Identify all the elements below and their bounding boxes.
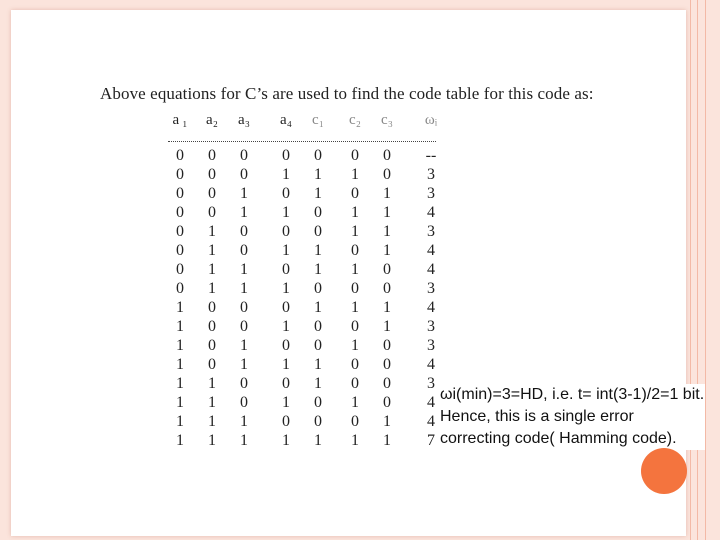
table-row <box>168 355 450 374</box>
column-header: c₂ <box>349 112 361 128</box>
table-cell: 1 <box>351 223 359 240</box>
table-cell: 1 <box>176 337 184 354</box>
table-cell: 0 <box>383 394 391 411</box>
table-cell: 1 <box>282 394 290 411</box>
table-cell: 1 <box>351 261 359 278</box>
table-cell: 4 <box>427 413 435 430</box>
table-cell: 1 <box>208 280 216 297</box>
table-cell: 0 <box>208 337 216 354</box>
table-cell: 1 <box>351 432 359 449</box>
intro-text: Above equations for C’s are used to find the code table for this code as: <box>100 84 594 103</box>
table-header-row <box>168 110 450 132</box>
table-cell: 1 <box>314 432 322 449</box>
table-cell: 0 <box>282 337 290 354</box>
table-cell: 0 <box>176 242 184 259</box>
table-cell: 1 <box>314 166 322 183</box>
table-cell: 0 <box>282 299 290 316</box>
table-cell: 1 <box>383 318 391 335</box>
table-cell: 1 <box>314 261 322 278</box>
table-cell: 0 <box>314 280 322 297</box>
table-cell: 0 <box>314 394 322 411</box>
table-cell: 1 <box>176 394 184 411</box>
table-cell: 0 <box>383 280 391 297</box>
table-row <box>168 165 450 184</box>
table-cell: 0 <box>240 375 248 392</box>
table-cell: 1 <box>176 432 184 449</box>
table-cell: 0 <box>314 147 322 164</box>
table-row <box>168 241 450 260</box>
table-cell: 0 <box>282 261 290 278</box>
table-cell: 1 <box>314 375 322 392</box>
column-header: a ₁ <box>172 112 188 128</box>
table-cell: 1 <box>176 318 184 335</box>
right-stripe <box>697 0 698 540</box>
table-cell: 0 <box>351 413 359 430</box>
table-cell: 0 <box>282 375 290 392</box>
table-cell: 1 <box>351 299 359 316</box>
table-cell: 4 <box>427 242 435 259</box>
right-stripe <box>705 0 706 540</box>
table-row <box>168 431 450 450</box>
table-cell: 0 <box>351 147 359 164</box>
table-cell: 0 <box>208 204 216 221</box>
column-header: c₃ <box>381 112 393 128</box>
table-cell: 3 <box>427 185 435 202</box>
table-cell: 0 <box>208 356 216 373</box>
table-cell: 3 <box>427 375 435 392</box>
table-cell: 0 <box>208 147 216 164</box>
table-cell: 0 <box>351 185 359 202</box>
code-table-header <box>168 110 450 132</box>
table-cell: 1 <box>240 185 248 202</box>
table-cell: 1 <box>282 204 290 221</box>
table-cell: 1 <box>240 337 248 354</box>
table-cell: 0 <box>351 242 359 259</box>
orange-dot-decoration <box>641 448 687 494</box>
table-cell: 0 <box>176 280 184 297</box>
table-cell: 1 <box>208 394 216 411</box>
table-row <box>168 336 450 355</box>
table-cell: 4 <box>427 204 435 221</box>
table-cell: 0 <box>176 147 184 164</box>
table-cell: 0 <box>176 166 184 183</box>
hamming-note: ωi(min)=3=HD, i.e. t= int(3-1)/2=1 bit. Hence, this is a single error correcting code( Hamming code). <box>440 384 705 450</box>
table-cell: 1 <box>282 166 290 183</box>
table-cell: 3 <box>427 166 435 183</box>
table-cell: 4 <box>427 261 435 278</box>
table-cell: 0 <box>208 166 216 183</box>
table-row <box>168 203 450 222</box>
table-cell: 1 <box>176 413 184 430</box>
table-cell: 0 <box>383 261 391 278</box>
table-cell: 0 <box>240 166 248 183</box>
table-cell: 0 <box>351 318 359 335</box>
column-header: a₂ <box>206 112 218 128</box>
table-cell: 1 <box>282 242 290 259</box>
table-cell: 0 <box>351 375 359 392</box>
table-cell: 1 <box>240 356 248 373</box>
table-row <box>168 412 450 431</box>
table-row <box>168 222 450 241</box>
table-cell: 0 <box>282 223 290 240</box>
table-cell: 0 <box>314 204 322 221</box>
table-cell: -- <box>425 147 437 164</box>
table-cell: 0 <box>351 280 359 297</box>
table-cell: 0 <box>240 394 248 411</box>
table-cell: 1 <box>240 413 248 430</box>
column-header: c₁ <box>312 112 324 128</box>
table-cell: 1 <box>208 223 216 240</box>
table-cell: 0 <box>314 413 322 430</box>
table-row <box>168 184 450 203</box>
table-cell: 1 <box>314 299 322 316</box>
table-cell: 0 <box>383 147 391 164</box>
table-cell: 1 <box>208 432 216 449</box>
table-cell: 1 <box>176 299 184 316</box>
table-cell: 3 <box>427 223 435 240</box>
table-cell: 0 <box>282 185 290 202</box>
table-cell: 1 <box>383 185 391 202</box>
table-cell: 1 <box>176 375 184 392</box>
table-cell: 1 <box>351 166 359 183</box>
table-cell: 1 <box>314 185 322 202</box>
table-cell: 0 <box>240 223 248 240</box>
table-cell: 0 <box>240 242 248 259</box>
table-cell: 0 <box>176 223 184 240</box>
table-cell: 0 <box>176 185 184 202</box>
table-cell: 1 <box>282 280 290 297</box>
table-cell: 0 <box>208 185 216 202</box>
table-cell: 1 <box>208 375 216 392</box>
table-cell: 1 <box>208 242 216 259</box>
table-cell: 0 <box>208 299 216 316</box>
table-cell: 7 <box>427 432 435 449</box>
table-cell: 0 <box>240 147 248 164</box>
table-cell: 0 <box>383 166 391 183</box>
table-cell: 1 <box>208 413 216 430</box>
table-cell: 0 <box>240 299 248 316</box>
table-cell: 1 <box>176 356 184 373</box>
table-cell: 3 <box>427 337 435 354</box>
column-header: a₄ <box>280 112 292 128</box>
table-cell: 1 <box>240 432 248 449</box>
table-cell: 0 <box>176 261 184 278</box>
code-table-body <box>168 146 450 450</box>
table-row <box>168 298 450 317</box>
table-cell: 0 <box>282 147 290 164</box>
table-cell: 1 <box>282 318 290 335</box>
right-stripe <box>690 0 691 540</box>
table-cell: 1 <box>383 242 391 259</box>
table-cell: 1 <box>240 261 248 278</box>
column-header: ωᵢ <box>424 112 438 128</box>
table-row <box>168 146 450 165</box>
table-row <box>168 279 450 298</box>
table-cell: 1 <box>240 280 248 297</box>
table-row <box>168 374 450 393</box>
table-cell: 1 <box>208 261 216 278</box>
table-cell: 0 <box>282 413 290 430</box>
table-cell: 1 <box>383 299 391 316</box>
table-cell: 4 <box>427 356 435 373</box>
table-cell: 3 <box>427 318 435 335</box>
table-row <box>168 317 450 336</box>
table-cell: 3 <box>427 280 435 297</box>
table-cell: 1 <box>383 204 391 221</box>
table-cell: 0 <box>314 337 322 354</box>
table-cell: 1 <box>314 242 322 259</box>
table-cell: 0 <box>314 223 322 240</box>
column-header: a₃ <box>238 112 250 128</box>
table-cell: 0 <box>314 318 322 335</box>
table-cell: 0 <box>240 318 248 335</box>
header-divider <box>168 141 436 142</box>
table-cell: 4 <box>427 394 435 411</box>
table-cell: 0 <box>208 318 216 335</box>
table-row <box>168 393 450 412</box>
table-cell: 1 <box>240 204 248 221</box>
table-cell: 1 <box>282 432 290 449</box>
table-cell: 1 <box>351 204 359 221</box>
table-cell: 0 <box>351 356 359 373</box>
table-cell: 1 <box>314 356 322 373</box>
table-cell: 1 <box>351 394 359 411</box>
table-cell: 0 <box>383 375 391 392</box>
table-cell: 1 <box>282 356 290 373</box>
table-cell: 1 <box>383 223 391 240</box>
table-cell: 1 <box>351 337 359 354</box>
table-cell: 1 <box>383 432 391 449</box>
table-row <box>168 260 450 279</box>
table-cell: 0 <box>383 356 391 373</box>
table-cell: 0 <box>383 337 391 354</box>
table-cell: 0 <box>176 204 184 221</box>
table-cell: 1 <box>383 413 391 430</box>
table-cell: 4 <box>427 299 435 316</box>
